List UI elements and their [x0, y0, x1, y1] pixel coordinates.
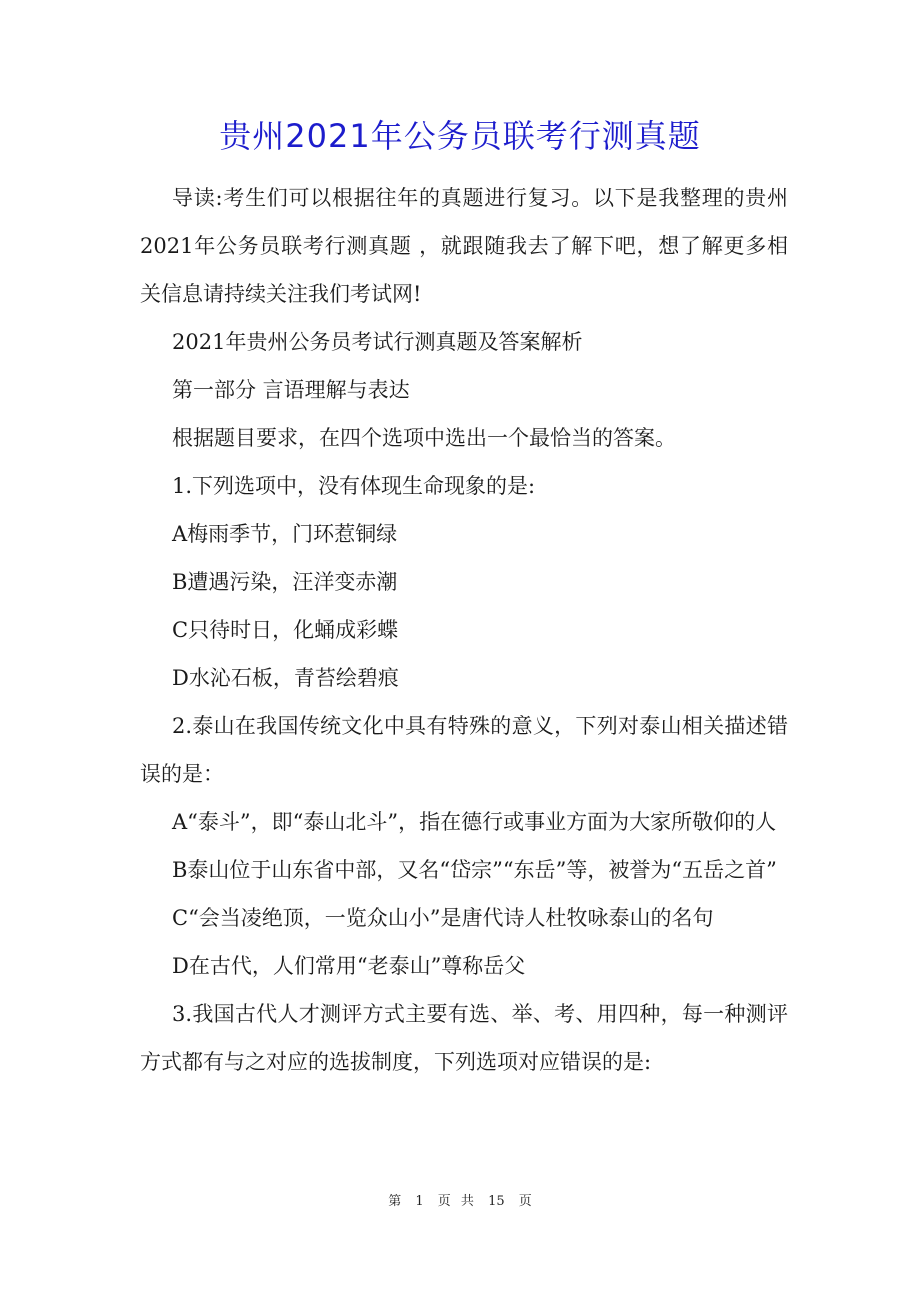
question-1-option-b: B遭遇污染，汪洋变赤潮	[172, 570, 398, 594]
question-1-option-c: C只待时日，化蛹成彩蝶	[172, 618, 399, 642]
footer-page-mid: 页 共	[437, 1194, 474, 1209]
document-title: 贵州2021年公务员联考行测真题	[219, 117, 701, 155]
footer-page-number: 1	[415, 1194, 424, 1209]
instruction-text: 根据题目要求，在四个选项中选出一个最恰当的答案。	[172, 426, 676, 450]
document-body	[140, 174, 788, 1086]
question-1-option-a: A梅雨季节，门环惹铜绿	[172, 522, 398, 546]
question-3: 3.我国古代人才测评方式主要有选、举、考、用四种，每一种测评方式都有与之对应的选拔制度，下列选项对应错误的是:	[140, 1002, 788, 1074]
section-heading: 2021年贵州公务员考试行测真题及答案解析	[172, 330, 583, 354]
question-1-option-d: D水沁石板，青苔绘碧痕	[172, 666, 399, 690]
intro-paragraph: 导读:考生们可以根据往年的真题进行复习。以下是我整理的贵州2021年公务员联考行测真题 ，就跟随我去了解下吧，想了解更多相关信息请持续关注我们考试网!	[140, 186, 788, 306]
question-2-option-d: D在古代，人们常用“老泰山”尊称岳父	[172, 954, 526, 978]
question-2-option-a: A“泰斗”，即“泰山北斗”，指在德行或事业方面为大家所敬仰的人	[172, 810, 777, 834]
question-2: 2.泰山在我国传统文化中具有特殊的意义，下列对泰山相关描述错误的是：	[140, 714, 788, 786]
question-2-option-c: C“会当凌绝顶，一览众山小”是唐代诗人杜牧咏泰山的名句	[172, 906, 714, 930]
question-1: 1.下列选项中，没有体现生命现象的是:	[172, 474, 536, 498]
page-footer	[0, 1190, 920, 1214]
footer-page-suffix: 页	[518, 1194, 532, 1209]
footer-page-prefix: 第	[388, 1194, 402, 1209]
question-2-option-b: B泰山位于山东省中部，又名“岱宗”“东岳”等，被誉为“五岳之首”	[172, 858, 777, 882]
part-heading: 第一部分 言语理解与表达	[172, 378, 410, 402]
footer-total-pages: 15	[488, 1194, 505, 1209]
